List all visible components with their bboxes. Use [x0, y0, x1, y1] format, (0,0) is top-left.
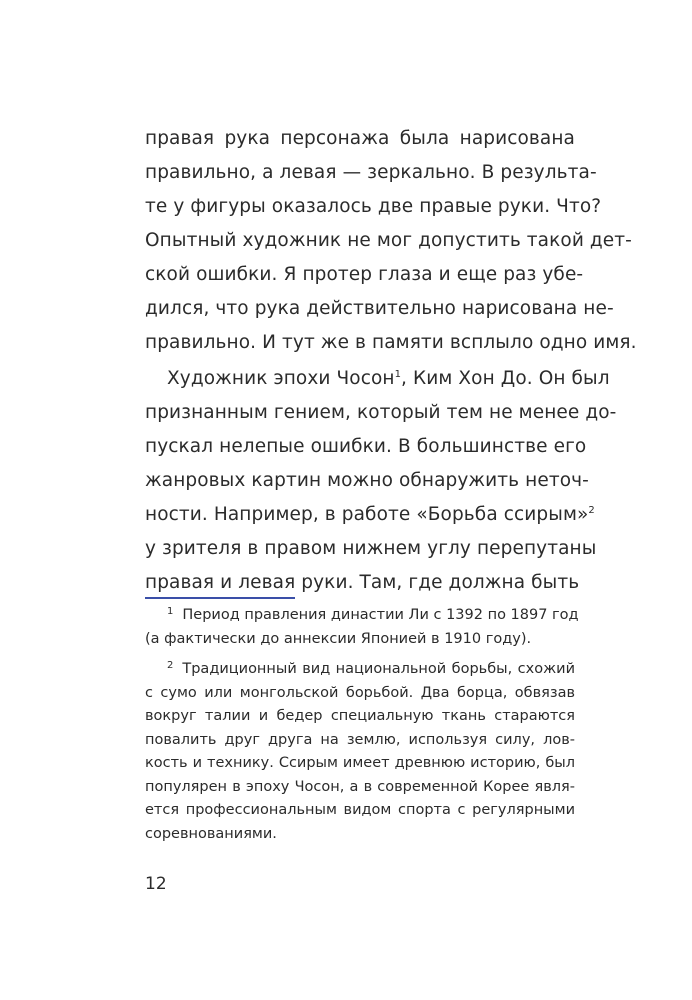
- paragraph-kim-hong-do: [145, 362, 617, 600]
- footnote-1: [145, 604, 579, 651]
- text-line: признанным гением, который тем не менее до-: [145, 402, 617, 423]
- footnote-line: повалить друг друга на землю, используя силу, лов-: [145, 731, 575, 748]
- footnote-text: Период правления династии Ли с 1392 по 1897 год: [182, 607, 579, 623]
- footnote-line: [145, 604, 579, 628]
- text-line: те у фигуры оказалось две правые руки. Что?: [145, 196, 602, 217]
- footnote-2: [145, 658, 575, 846]
- footnote-line: (а фактически до аннексии Японией в 1910 году).: [145, 630, 532, 647]
- text-line: [145, 498, 595, 532]
- footnote-line: соревнованиями.: [145, 825, 277, 842]
- text-line: жанровых картин можно обнаружить неточ-: [145, 470, 589, 491]
- footnote-line: кость и технику. Ссирым имеет древнюю историю, был: [145, 755, 575, 771]
- text-line: правильно. И тут же в памяти всплыло одно имя.: [145, 332, 637, 353]
- text-segment: ности. Например, в работе «Борьба ссирым»: [145, 504, 589, 525]
- footnote-line: [145, 658, 575, 682]
- footnote-line: с сумо или монгольской борьбой. Два борца, обвязав: [145, 684, 575, 701]
- text-line: дился, что рука действительно нарисована не-: [145, 298, 614, 319]
- footnote-ref-1[interactable]: 1: [394, 369, 402, 380]
- text-line: правильно, а левая — зеркально. В результа-: [145, 162, 597, 183]
- footnote-line: ется профессиональным видом спорта с регулярными: [145, 802, 575, 818]
- footnote-text: Традиционный вид национальной борьбы, схожий: [182, 661, 575, 677]
- footnote-mark: 1: [167, 606, 174, 617]
- footnote-divider: [145, 597, 295, 599]
- text-line: [145, 362, 610, 396]
- footnote-line: вокруг талии и бедер специальную ткань стараются: [145, 708, 575, 724]
- page-number: 12: [145, 874, 167, 894]
- text-line: правая и левая руки. Там, где должна быть: [145, 572, 580, 593]
- text-segment: Художник эпохи Чосон: [167, 368, 395, 389]
- footnote-line: популярен в эпоху Чосон, а в современной Корее явля-: [145, 778, 575, 795]
- footnote-mark: 2: [167, 660, 174, 671]
- text-line: правая рука персонажа была нарисована: [145, 128, 575, 149]
- paragraph-continued: [145, 122, 637, 360]
- text-line: у зрителя в правом нижнем углу перепутаны: [145, 538, 597, 559]
- text-line: ской ошибки. Я протер глаза и еще раз убе-: [145, 264, 584, 285]
- footnote-ref-2[interactable]: 2: [588, 505, 595, 516]
- text-line: пускал нелепые ошибки. В большинстве его: [145, 436, 587, 457]
- text-segment: , Ким Хон До. Он был: [401, 368, 610, 389]
- text-line: Опытный художник не мог допустить такой дет-: [145, 230, 632, 251]
